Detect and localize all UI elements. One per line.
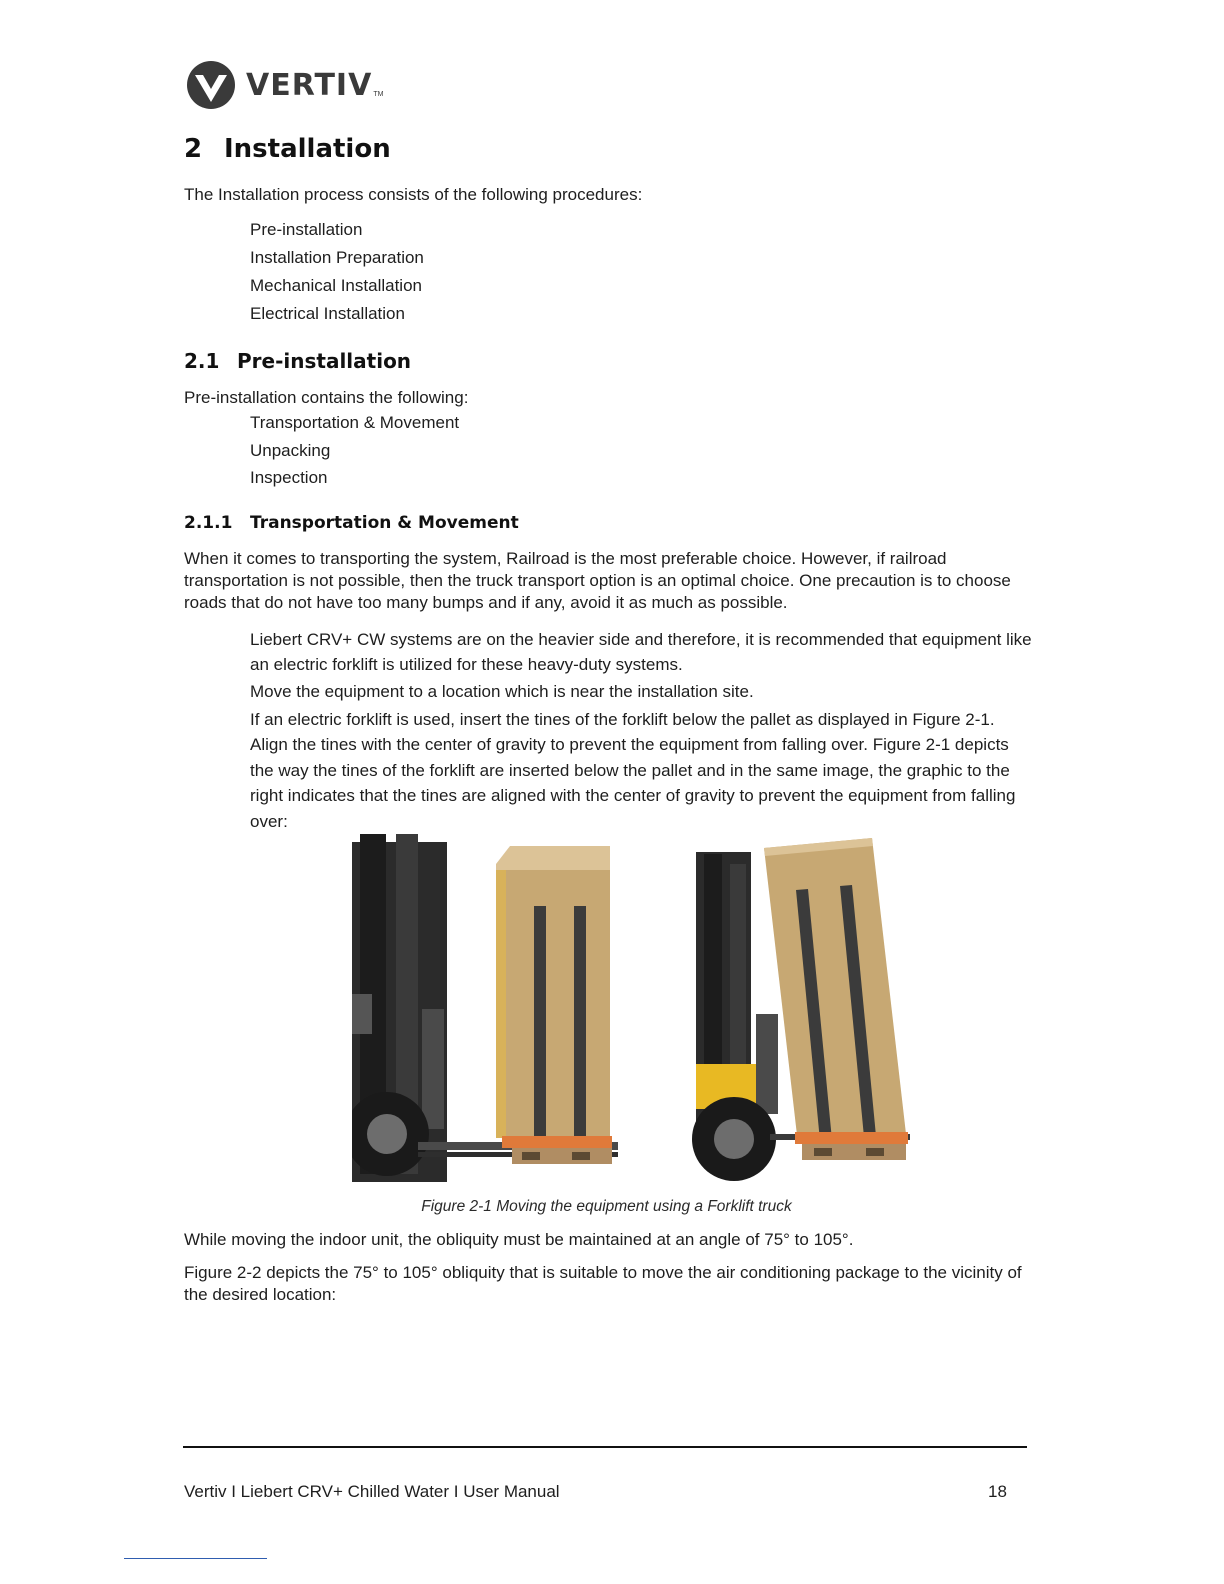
left-box <box>496 846 612 1164</box>
transportation-paragraph: When it comes to transporting the system, Railroad is the most preferable choice. However, if railroad transportation is not possible, then the truck transport option is an optimal choice. One precaution is to choose roads that do not have too many bumps and if any, avoid it as much as possible. <box>184 549 1011 612</box>
section-title: Transportation & Movement <box>250 513 519 533</box>
figure-2-2-paragraph: Figure 2-2 depicts the 75° to 105° obliquity that is suitable to move the air conditioning package to the vicinity of the desired location: <box>184 1263 1022 1304</box>
preinstallation-item: Unpacking <box>250 441 331 460</box>
preinstallation-item: Transportation & Movement <box>250 413 460 432</box>
procedure-item: Electrical Installation <box>250 304 405 323</box>
footer-document-title: Vertiv I Liebert CRV+ Chilled Water I User Manual <box>184 1482 560 1501</box>
section-title: Installation <box>224 134 391 164</box>
procedure-item: Pre-installation <box>250 220 363 239</box>
page-number: 18 <box>988 1482 1007 1501</box>
forklift-illustration <box>352 834 912 1184</box>
preinstallation-item: Inspection <box>250 468 328 487</box>
bullet-paragraph: Liebert CRV+ CW systems are on the heavier side and therefore, it is recommended that equipment like an electric forklift is utilized for these heavy-duty systems. <box>250 630 1032 675</box>
bullet-paragraph: If an electric forklift is used, insert the tines of the forklift below the pallet as displayed in Figure 2-1. Align the tines with the center of gravity to prevent the equipment from falling over. Figure 2-1 depicts the way the tines of the forklift are inserted below the pallet and in the same image, the graphic to the right indicates that the tines are aligned with the center of gravity to prevent the equipment from falling over: <box>250 710 1016 831</box>
section-number: 2.1.1 <box>184 513 233 533</box>
vertiv-logo-icon <box>186 60 236 110</box>
procedure-item: Installation Preparation <box>250 248 424 267</box>
procedure-item: Mechanical Installation <box>250 276 422 295</box>
vertiv-logo <box>186 60 383 110</box>
logo-trademark: TM <box>373 91 384 98</box>
obliquity-paragraph: While moving the indoor unit, the obliquity must be maintained at an angle of 75° to 105°. <box>184 1230 854 1249</box>
preinstallation-intro: Pre-installation contains the following: <box>184 388 469 407</box>
section-number: 2.1 <box>184 349 220 373</box>
link-underline <box>124 1558 267 1559</box>
figure-caption: Figure 2-1 Moving the equipment using a Forklift truck <box>421 1198 792 1215</box>
section-number: 2 <box>184 134 203 164</box>
footer-divider <box>183 1446 1027 1448</box>
section-2-heading <box>184 134 391 164</box>
bullet-paragraph: Move the equipment to a location which is near the installation site. <box>250 682 754 701</box>
section-2-1-1-heading <box>184 513 519 533</box>
installation-intro: The Installation process consists of the following procedures: <box>184 185 643 204</box>
forklift-figure <box>352 834 912 1184</box>
logo-text: VERTIV <box>246 67 373 103</box>
section-title: Pre-installation <box>237 349 412 373</box>
right-box <box>764 838 908 1160</box>
section-2-1-heading <box>184 349 411 373</box>
